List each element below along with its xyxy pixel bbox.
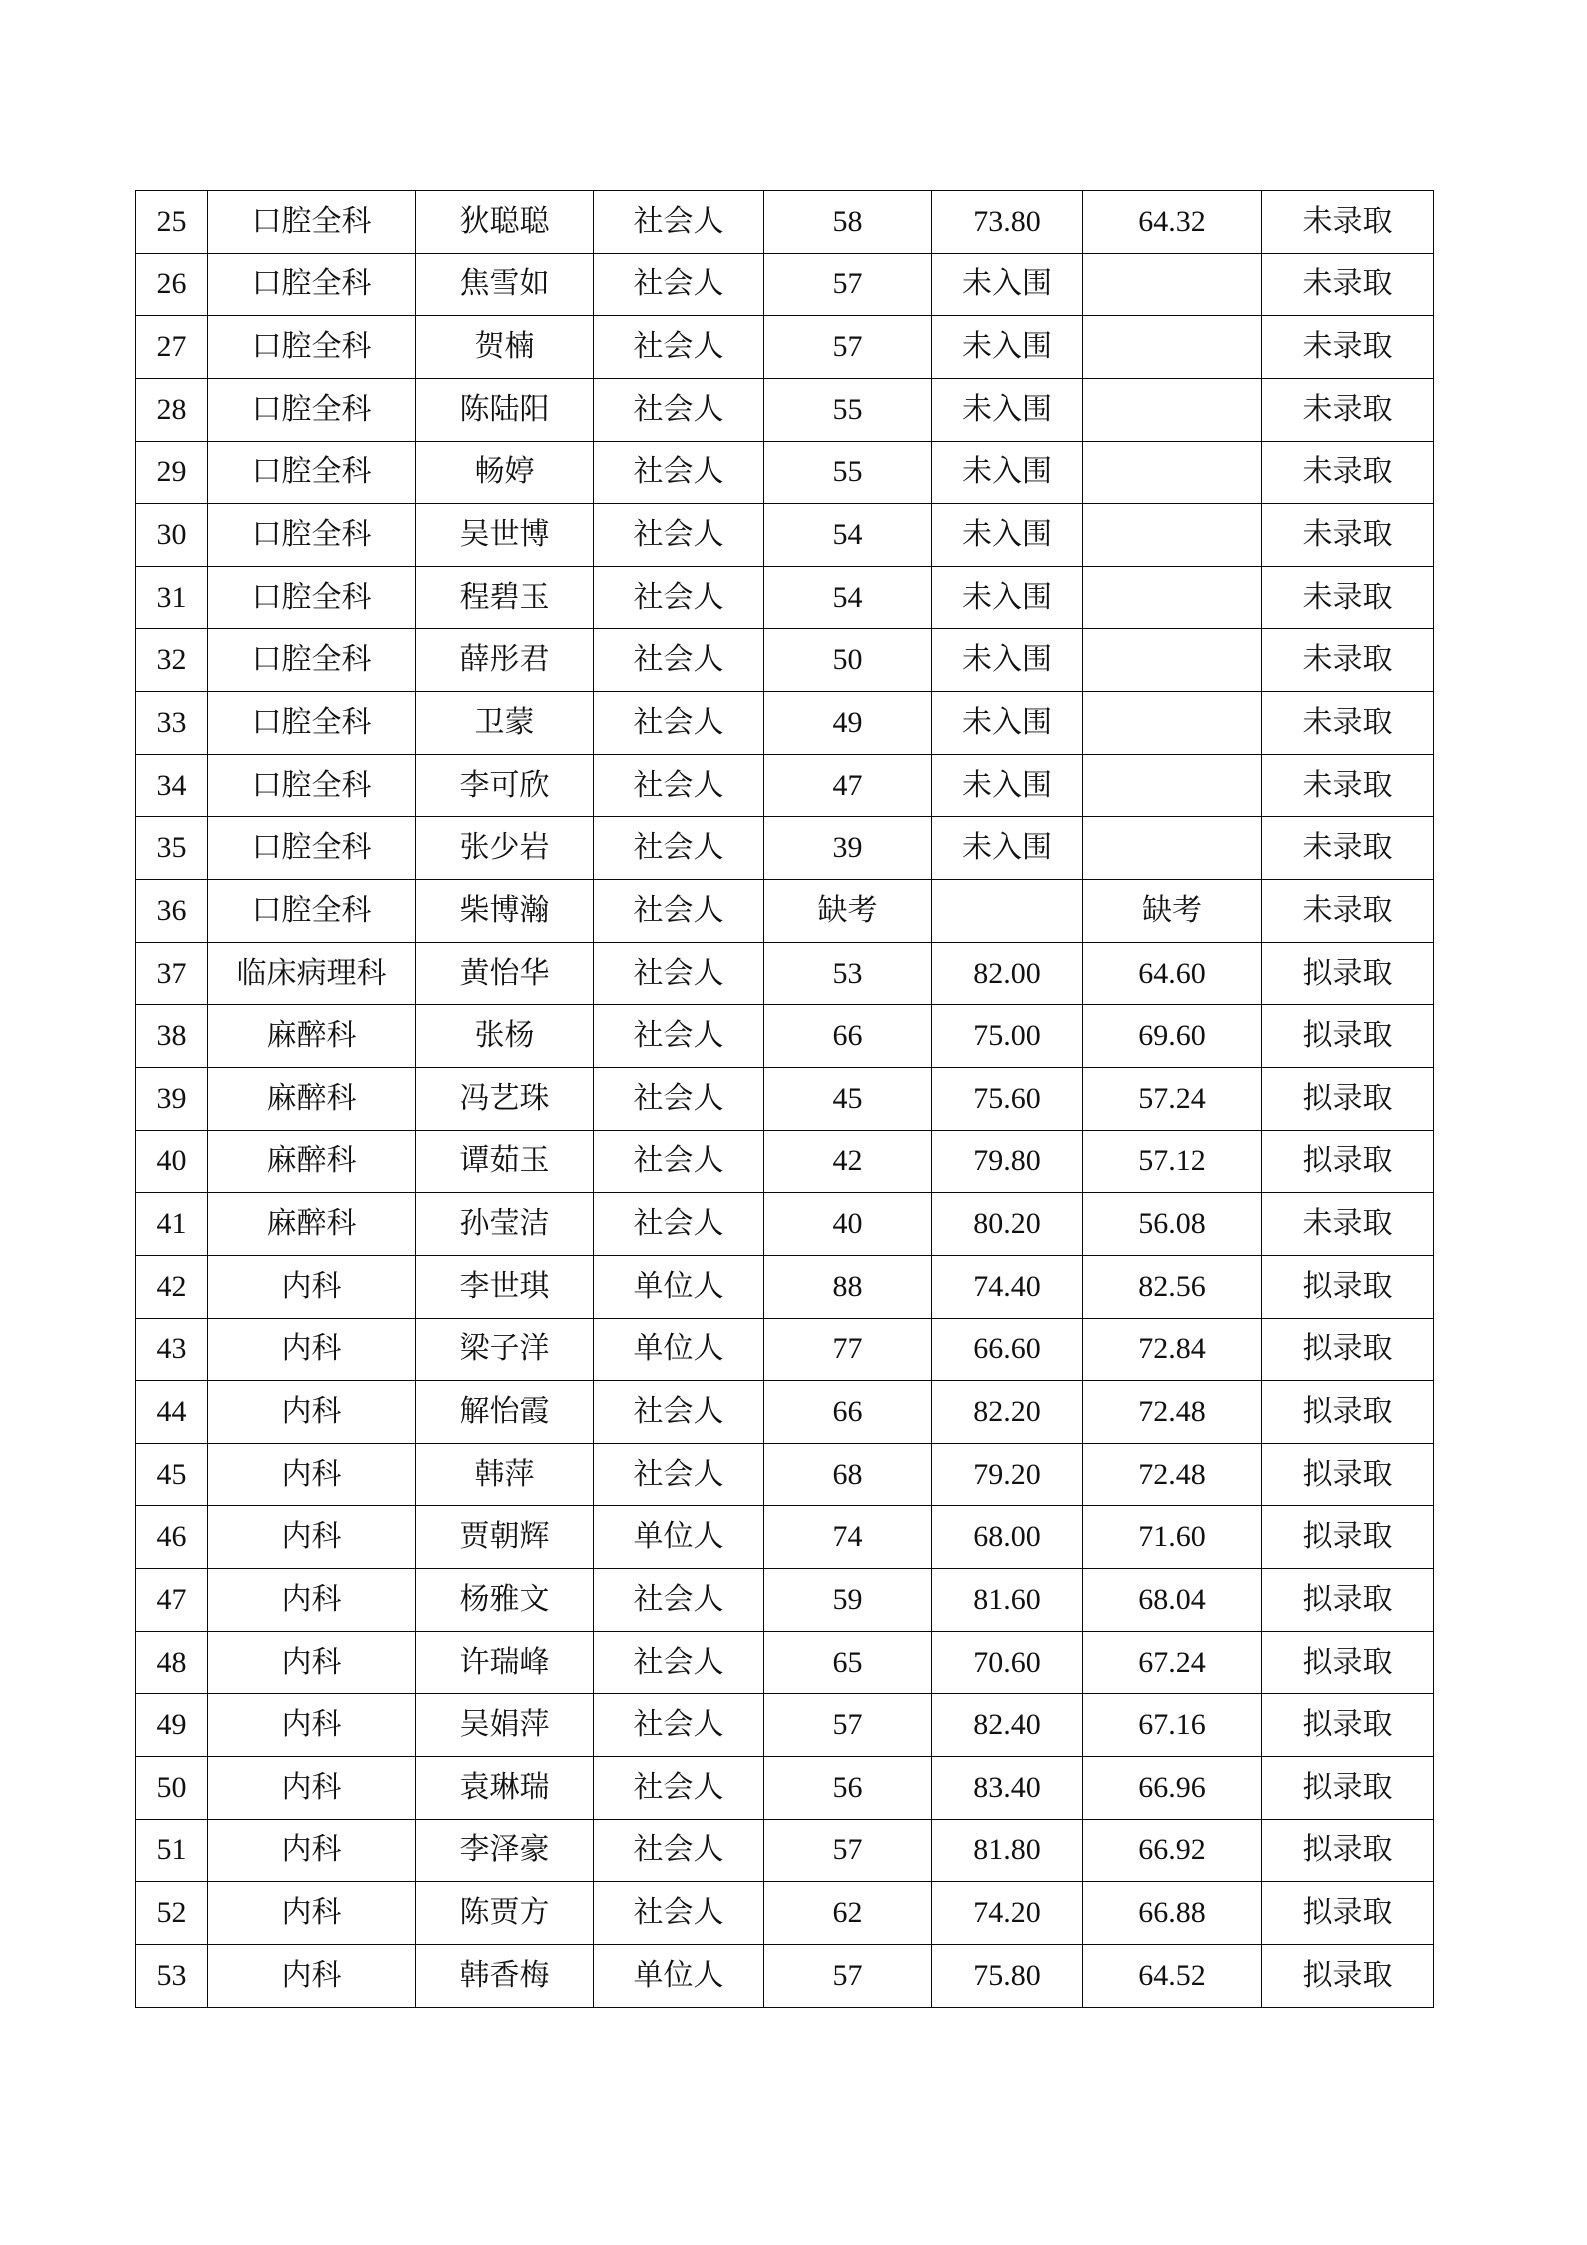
cell-interview_score: 66.60 (932, 1318, 1083, 1381)
cell-candidate_type: 单位人 (594, 1944, 764, 2007)
cell-candidate_type: 社会人 (594, 1067, 764, 1130)
cell-written_score: 42 (764, 1130, 932, 1193)
cell-name: 李泽豪 (416, 1819, 594, 1882)
cell-name: 畅婷 (416, 441, 594, 504)
cell-interview_score: 73.80 (932, 191, 1083, 254)
cell-department: 口腔全科 (208, 880, 416, 943)
cell-department: 口腔全科 (208, 692, 416, 755)
cell-interview_score: 79.80 (932, 1130, 1083, 1193)
cell-written_score: 55 (764, 378, 932, 441)
table-row (136, 754, 1434, 817)
cell-department: 临床病理科 (208, 942, 416, 1005)
cell-interview_score: 68.00 (932, 1506, 1083, 1569)
cell-department: 麻醉科 (208, 1193, 416, 1256)
cell-total_score: 64.52 (1083, 1944, 1262, 2007)
cell-candidate_type: 社会人 (594, 441, 764, 504)
cell-written_score: 47 (764, 754, 932, 817)
cell-total_score: 67.24 (1083, 1631, 1262, 1694)
cell-candidate_type: 社会人 (594, 504, 764, 567)
cell-written_score: 56 (764, 1757, 932, 1820)
cell-name: 吴世博 (416, 504, 594, 567)
cell-total_score (1083, 504, 1262, 567)
cell-result: 未录取 (1262, 817, 1434, 880)
cell-total_score: 72.48 (1083, 1443, 1262, 1506)
cell-name: 张少岩 (416, 817, 594, 880)
cell-written_score: 58 (764, 191, 932, 254)
cell-written_score: 57 (764, 1819, 932, 1882)
cell-department: 口腔全科 (208, 316, 416, 379)
cell-total_score: 66.96 (1083, 1757, 1262, 1820)
cell-seq: 45 (136, 1443, 208, 1506)
cell-candidate_type: 社会人 (594, 378, 764, 441)
cell-candidate_type: 社会人 (594, 1381, 764, 1444)
cell-department: 口腔全科 (208, 253, 416, 316)
cell-department: 麻醉科 (208, 1130, 416, 1193)
table-row (136, 1757, 1434, 1820)
cell-department: 口腔全科 (208, 817, 416, 880)
table-row (136, 1193, 1434, 1256)
cell-total_score (1083, 692, 1262, 755)
table-row (136, 378, 1434, 441)
cell-name: 谭茹玉 (416, 1130, 594, 1193)
cell-written_score: 57 (764, 1944, 932, 2007)
cell-candidate_type: 社会人 (594, 1694, 764, 1757)
cell-total_score: 71.60 (1083, 1506, 1262, 1569)
cell-department: 内科 (208, 1569, 416, 1632)
cell-seq: 52 (136, 1882, 208, 1945)
cell-candidate_type: 社会人 (594, 880, 764, 943)
cell-result: 拟录取 (1262, 1882, 1434, 1945)
cell-interview_score: 未入围 (932, 378, 1083, 441)
cell-interview_score: 未入围 (932, 253, 1083, 316)
cell-candidate_type: 社会人 (594, 754, 764, 817)
cell-seq: 50 (136, 1757, 208, 1820)
table-row (136, 1819, 1434, 1882)
cell-interview_score: 未入围 (932, 754, 1083, 817)
cell-total_score (1083, 566, 1262, 629)
table-row (136, 1130, 1434, 1193)
cell-interview_score (932, 880, 1083, 943)
cell-result: 拟录取 (1262, 1255, 1434, 1318)
cell-total_score (1083, 817, 1262, 880)
cell-name: 卫蒙 (416, 692, 594, 755)
table-row (136, 942, 1434, 1005)
cell-interview_score: 未入围 (932, 566, 1083, 629)
cell-seq: 31 (136, 566, 208, 629)
cell-department: 内科 (208, 1255, 416, 1318)
cell-interview_score: 81.80 (932, 1819, 1083, 1882)
table-row (136, 316, 1434, 379)
cell-seq: 42 (136, 1255, 208, 1318)
cell-name: 韩萍 (416, 1443, 594, 1506)
cell-total_score: 69.60 (1083, 1005, 1262, 1068)
cell-written_score: 39 (764, 817, 932, 880)
cell-interview_score: 82.00 (932, 942, 1083, 1005)
cell-name: 许瑞峰 (416, 1631, 594, 1694)
cell-seq: 40 (136, 1130, 208, 1193)
cell-result: 拟录取 (1262, 1381, 1434, 1444)
cell-total_score: 64.60 (1083, 942, 1262, 1005)
cell-result: 未录取 (1262, 316, 1434, 379)
cell-seq: 44 (136, 1381, 208, 1444)
cell-interview_score: 未入围 (932, 441, 1083, 504)
cell-written_score: 50 (764, 629, 932, 692)
cell-total_score: 72.48 (1083, 1381, 1262, 1444)
table-row (136, 1255, 1434, 1318)
table-row (136, 1944, 1434, 2007)
cell-result: 未录取 (1262, 253, 1434, 316)
cell-written_score: 77 (764, 1318, 932, 1381)
cell-written_score: 45 (764, 1067, 932, 1130)
cell-total_score: 57.12 (1083, 1130, 1262, 1193)
cell-candidate_type: 社会人 (594, 942, 764, 1005)
cell-result: 拟录取 (1262, 1631, 1434, 1694)
cell-candidate_type: 单位人 (594, 1255, 764, 1318)
cell-name: 李可欣 (416, 754, 594, 817)
table-row (136, 629, 1434, 692)
cell-seq: 49 (136, 1694, 208, 1757)
cell-written_score: 57 (764, 316, 932, 379)
cell-candidate_type: 社会人 (594, 1631, 764, 1694)
cell-seq: 53 (136, 1944, 208, 2007)
cell-seq: 43 (136, 1318, 208, 1381)
cell-department: 口腔全科 (208, 754, 416, 817)
cell-result: 拟录取 (1262, 942, 1434, 1005)
cell-interview_score: 未入围 (932, 817, 1083, 880)
cell-seq: 29 (136, 441, 208, 504)
cell-written_score: 40 (764, 1193, 932, 1256)
cell-result: 未录取 (1262, 378, 1434, 441)
cell-total_score (1083, 629, 1262, 692)
cell-department: 内科 (208, 1819, 416, 1882)
cell-result: 未录取 (1262, 880, 1434, 943)
cell-candidate_type: 单位人 (594, 1318, 764, 1381)
cell-total_score: 67.16 (1083, 1694, 1262, 1757)
cell-candidate_type: 社会人 (594, 1130, 764, 1193)
cell-candidate_type: 社会人 (594, 817, 764, 880)
cell-name: 薛彤君 (416, 629, 594, 692)
cell-candidate_type: 社会人 (594, 1443, 764, 1506)
cell-candidate_type: 社会人 (594, 316, 764, 379)
cell-name: 解怡霞 (416, 1381, 594, 1444)
cell-result: 拟录取 (1262, 1944, 1434, 2007)
cell-interview_score: 未入围 (932, 629, 1083, 692)
cell-interview_score: 未入围 (932, 504, 1083, 567)
cell-interview_score: 81.60 (932, 1569, 1083, 1632)
cell-name: 狄聪聪 (416, 191, 594, 254)
cell-department: 麻醉科 (208, 1005, 416, 1068)
cell-seq: 25 (136, 191, 208, 254)
cell-seq: 28 (136, 378, 208, 441)
cell-result: 拟录取 (1262, 1757, 1434, 1820)
cell-written_score: 66 (764, 1381, 932, 1444)
cell-department: 麻醉科 (208, 1067, 416, 1130)
table-row (136, 1381, 1434, 1444)
cell-candidate_type: 社会人 (594, 1569, 764, 1632)
cell-name: 袁琳瑞 (416, 1757, 594, 1820)
cell-seq: 37 (136, 942, 208, 1005)
cell-interview_score: 74.40 (932, 1255, 1083, 1318)
cell-seq: 32 (136, 629, 208, 692)
cell-name: 贺楠 (416, 316, 594, 379)
cell-candidate_type: 社会人 (594, 1005, 764, 1068)
cell-written_score: 59 (764, 1569, 932, 1632)
cell-result: 拟录取 (1262, 1819, 1434, 1882)
cell-result: 未录取 (1262, 629, 1434, 692)
cell-written_score: 57 (764, 1694, 932, 1757)
table-row (136, 1631, 1434, 1694)
cell-name: 吴娟萍 (416, 1694, 594, 1757)
cell-department: 内科 (208, 1757, 416, 1820)
table-row (136, 253, 1434, 316)
cell-name: 柴博瀚 (416, 880, 594, 943)
table-row (136, 566, 1434, 629)
cell-result: 未录取 (1262, 754, 1434, 817)
table-row (136, 880, 1434, 943)
table-row (136, 504, 1434, 567)
cell-written_score: 54 (764, 504, 932, 567)
cell-result: 拟录取 (1262, 1694, 1434, 1757)
cell-interview_score: 75.80 (932, 1944, 1083, 2007)
cell-interview_score: 79.20 (932, 1443, 1083, 1506)
cell-written_score: 53 (764, 942, 932, 1005)
cell-result: 拟录取 (1262, 1569, 1434, 1632)
cell-written_score: 49 (764, 692, 932, 755)
results-table-body (136, 191, 1434, 2008)
cell-interview_score: 82.40 (932, 1694, 1083, 1757)
cell-total_score: 57.24 (1083, 1067, 1262, 1130)
cell-result: 未录取 (1262, 441, 1434, 504)
cell-total_score: 66.88 (1083, 1882, 1262, 1945)
cell-name: 陈陆阳 (416, 378, 594, 441)
table-row (136, 1005, 1434, 1068)
cell-seq: 48 (136, 1631, 208, 1694)
cell-interview_score: 未入围 (932, 692, 1083, 755)
table-row (136, 1694, 1434, 1757)
cell-total_score (1083, 253, 1262, 316)
cell-name: 张杨 (416, 1005, 594, 1068)
cell-written_score: 66 (764, 1005, 932, 1068)
table-row (136, 817, 1434, 880)
cell-interview_score: 70.60 (932, 1631, 1083, 1694)
cell-seq: 26 (136, 253, 208, 316)
cell-candidate_type: 社会人 (594, 1757, 764, 1820)
cell-interview_score: 82.20 (932, 1381, 1083, 1444)
cell-department: 口腔全科 (208, 629, 416, 692)
cell-seq: 39 (136, 1067, 208, 1130)
cell-department: 内科 (208, 1381, 416, 1444)
table-row (136, 1443, 1434, 1506)
cell-name: 陈贾方 (416, 1882, 594, 1945)
cell-interview_score: 未入围 (932, 316, 1083, 379)
cell-interview_score: 74.20 (932, 1882, 1083, 1945)
cell-department: 内科 (208, 1631, 416, 1694)
cell-result: 拟录取 (1262, 1318, 1434, 1381)
cell-result: 未录取 (1262, 504, 1434, 567)
cell-department: 口腔全科 (208, 504, 416, 567)
cell-seq: 27 (136, 316, 208, 379)
cell-written_score: 74 (764, 1506, 932, 1569)
cell-department: 内科 (208, 1318, 416, 1381)
cell-name: 韩香梅 (416, 1944, 594, 2007)
cell-total_score: 64.32 (1083, 191, 1262, 254)
cell-total_score: 72.84 (1083, 1318, 1262, 1381)
cell-department: 口腔全科 (208, 566, 416, 629)
cell-name: 程碧玉 (416, 566, 594, 629)
cell-result: 未录取 (1262, 191, 1434, 254)
cell-written_score: 54 (764, 566, 932, 629)
cell-candidate_type: 单位人 (594, 1506, 764, 1569)
cell-total_score (1083, 441, 1262, 504)
cell-result: 拟录取 (1262, 1506, 1434, 1569)
cell-total_score: 56.08 (1083, 1193, 1262, 1256)
cell-name: 孙莹洁 (416, 1193, 594, 1256)
cell-seq: 41 (136, 1193, 208, 1256)
cell-result: 拟录取 (1262, 1443, 1434, 1506)
cell-name: 李世琪 (416, 1255, 594, 1318)
cell-department: 内科 (208, 1944, 416, 2007)
cell-candidate_type: 社会人 (594, 1193, 764, 1256)
cell-seq: 33 (136, 692, 208, 755)
cell-seq: 30 (136, 504, 208, 567)
cell-result: 未录取 (1262, 1193, 1434, 1256)
cell-total_score (1083, 316, 1262, 379)
cell-seq: 36 (136, 880, 208, 943)
cell-seq: 35 (136, 817, 208, 880)
cell-total_score (1083, 754, 1262, 817)
table-row (136, 692, 1434, 755)
cell-written_score: 缺考 (764, 880, 932, 943)
cell-department: 内科 (208, 1506, 416, 1569)
table-row (136, 1067, 1434, 1130)
cell-name: 杨雅文 (416, 1569, 594, 1632)
cell-candidate_type: 社会人 (594, 191, 764, 254)
cell-candidate_type: 社会人 (594, 692, 764, 755)
cell-interview_score: 83.40 (932, 1757, 1083, 1820)
cell-total_score: 82.56 (1083, 1255, 1262, 1318)
cell-written_score: 65 (764, 1631, 932, 1694)
table-row (136, 1882, 1434, 1945)
cell-name: 冯艺珠 (416, 1067, 594, 1130)
table-row (136, 191, 1434, 254)
cell-written_score: 57 (764, 253, 932, 316)
cell-written_score: 62 (764, 1882, 932, 1945)
cell-interview_score: 80.20 (932, 1193, 1083, 1256)
table-row (136, 1318, 1434, 1381)
admission-results-table (135, 190, 1434, 2008)
cell-department: 口腔全科 (208, 191, 416, 254)
cell-name: 焦雪如 (416, 253, 594, 316)
cell-seq: 34 (136, 754, 208, 817)
cell-department: 内科 (208, 1443, 416, 1506)
cell-total_score: 68.04 (1083, 1569, 1262, 1632)
table-row (136, 1506, 1434, 1569)
cell-total_score: 缺考 (1083, 880, 1262, 943)
cell-seq: 38 (136, 1005, 208, 1068)
cell-department: 内科 (208, 1882, 416, 1945)
cell-department: 内科 (208, 1694, 416, 1757)
cell-result: 拟录取 (1262, 1067, 1434, 1130)
cell-name: 贾朝辉 (416, 1506, 594, 1569)
cell-result: 未录取 (1262, 566, 1434, 629)
cell-total_score (1083, 378, 1262, 441)
cell-department: 口腔全科 (208, 441, 416, 504)
cell-written_score: 68 (764, 1443, 932, 1506)
cell-candidate_type: 社会人 (594, 253, 764, 316)
cell-seq: 51 (136, 1819, 208, 1882)
cell-candidate_type: 社会人 (594, 1819, 764, 1882)
cell-name: 梁子洋 (416, 1318, 594, 1381)
cell-candidate_type: 社会人 (594, 1882, 764, 1945)
cell-name: 黄怡华 (416, 942, 594, 1005)
cell-seq: 46 (136, 1506, 208, 1569)
cell-written_score: 88 (764, 1255, 932, 1318)
cell-interview_score: 75.00 (932, 1005, 1083, 1068)
cell-total_score: 66.92 (1083, 1819, 1262, 1882)
cell-result: 未录取 (1262, 692, 1434, 755)
cell-written_score: 55 (764, 441, 932, 504)
cell-candidate_type: 社会人 (594, 566, 764, 629)
cell-interview_score: 75.60 (932, 1067, 1083, 1130)
cell-seq: 47 (136, 1569, 208, 1632)
cell-candidate_type: 社会人 (594, 629, 764, 692)
table-row (136, 1569, 1434, 1632)
cell-department: 口腔全科 (208, 378, 416, 441)
table-row (136, 441, 1434, 504)
cell-result: 拟录取 (1262, 1005, 1434, 1068)
cell-result: 拟录取 (1262, 1130, 1434, 1193)
